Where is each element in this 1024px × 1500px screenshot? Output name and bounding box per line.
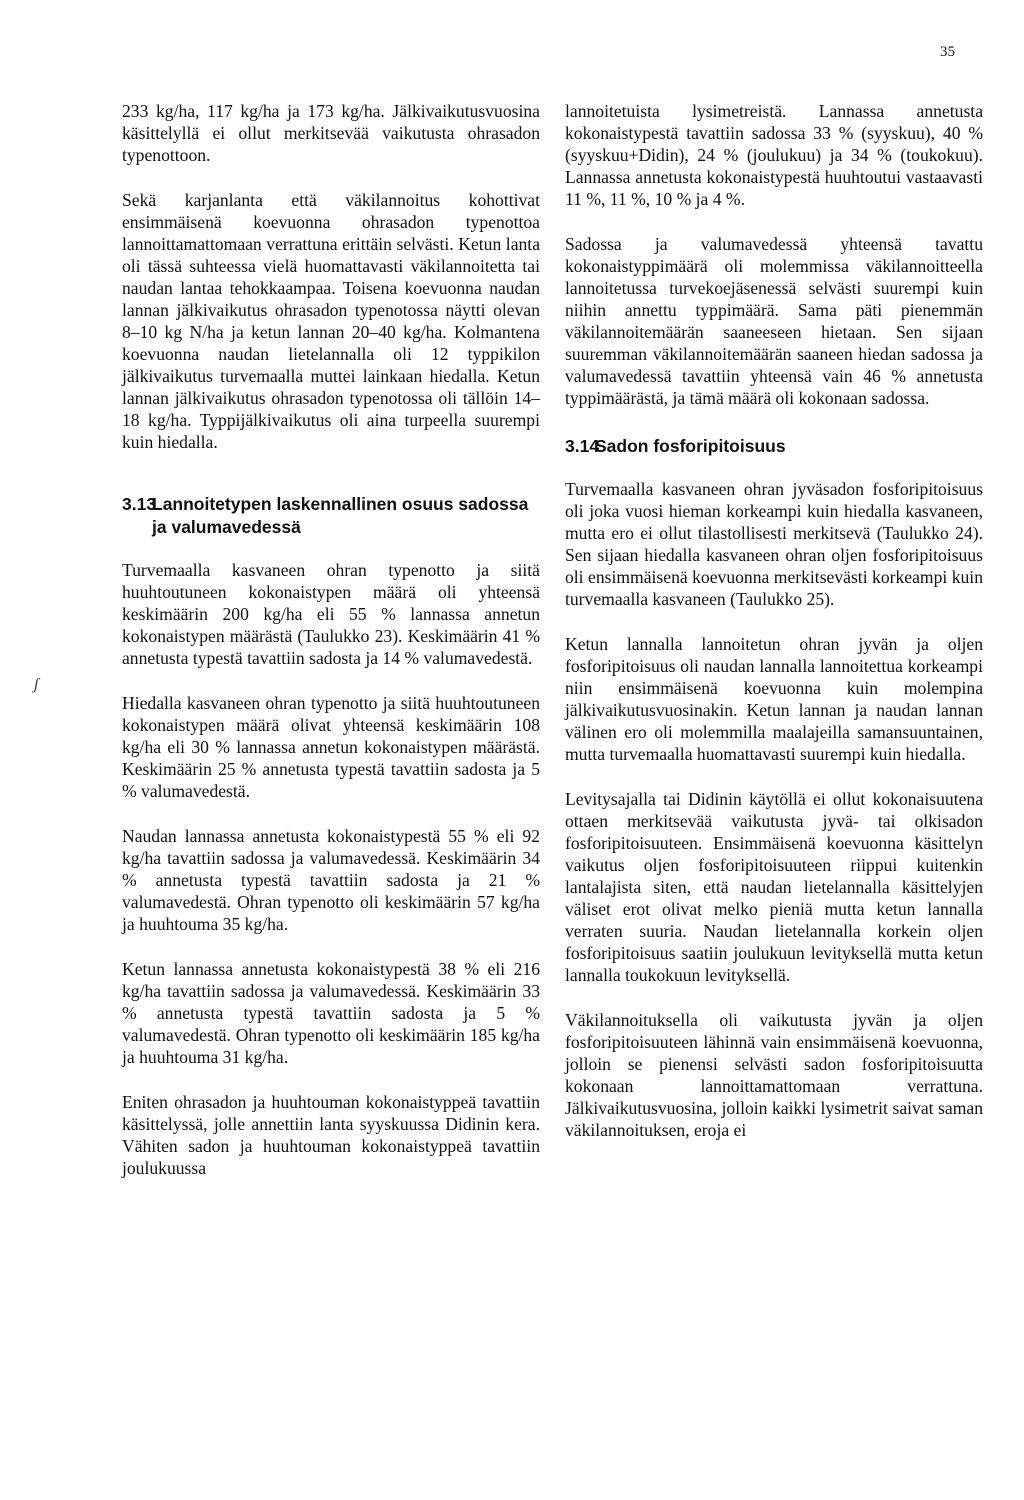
section-heading-3-13: [122, 493, 540, 539]
right-paragraph-3: Turvemaalla kasvaneen ohran jyväsadon fosforipitoisuus oli joka vuosi hieman korkeampi kuin hiedalla kasvaneen, mutta ero ei ollut tilastollisesti merkitsevä (Taulukko 24). Sen sijaan hiedalla kasvaneen ohran oljen fosforipitoisuus oli ensimmäisenä koevuonna merkitsevästi korkeampi kuin turvemaalla kasvaneen (Taulukko 25).: [565, 479, 983, 609]
right-paragraph-5: Levitysajalla tai Didinin käytöllä ei ollut kokonaisuutena ottaen merkitsevää vaikutusta jyvä- tai olkisadon fosforipitoisuuteen. Ensimmäisenä koevuonna käsittelyn vaikutus oljen fosforipitoisuuteen riippui kuitenkin lantalajista siten, että naudan lietelannalla käsittelyjen väliset erot olivat melko pieniä mutta ketun lannalla verraten suuria. Naudan lietelannalla korkein oljen fosforipitoisuus saatiin joulukuun levityksellä mutta ketun lannalla toukokuun levityksellä.: [565, 789, 983, 985]
right-paragraph-2: Sadossa ja valumavedessä yhteensä tavattu kokonaistyppimäärä oli molemmissa väkilannoitteella lannoitetussa turvekoejäsenessä selvästi suurempi kuin niihin annettu typpimäärä. Sama päti pienemmän väkilannoitemäärän saaneeseen hietaan. Sen sijaan suuremman väkilannoitemäärän saaneen hiedan sadossa ja valumavedessä tavattiin yhteensä vain 46 % annetusta typpimäärästä, ja tämä määrä oli kokonaan sadossa.: [565, 234, 983, 408]
left-paragraph-7: Eniten ohrasadon ja huuhtouman kokonaistyppeä tavattiin käsittelyssä, jolle annettiin lanta syyskuussa Didinin kera. Vähiten sadon ja huuhtouman kokonaistyppeä tavattiin joulukuussa: [122, 1092, 540, 1178]
right-paragraph-6: Väkilannoituksella oli vaikutusta jyvän ja oljen fosforipitoisuuteen lähinnä vain ensimmäisenä koevuonna, jolloin se pienensi selvästi sadon fosforipitoisuutta kokonaan lannoittamattomaan verrattuna. Jälkivaikutusvuosina, jolloin kaikki lysimetrit saivat saman väkilannoituksen, eroja ei: [565, 1010, 983, 1140]
right-paragraph-1: lannoitetuista lysimetreistä. Lannassa annetusta kokonaistypestä tavattiin sadossa 33 % (syyskuu), 40 % (syyskuu+Didin), 24 % (joulukuu) ja 34 % (toukokuu). Lannassa annetusta kokonaistypestä huuhtoutui vastaavasti 11 %, 11 %, 10 % ja 4 %.: [565, 101, 983, 209]
left-paragraph-3: Turvemaalla kasvaneen ohran typenotto ja siitä huuhtoutuneen kokonaistypen määrä oli yhteensä keskimäärin 200 kg/ha eli 55 % lannassa annetun kokonaistypen määrästä (Taulukko 23). Keskimäärin 41 % annetusta typestä tavattiin sadosta ja 14 % valumavedestä.: [122, 560, 540, 668]
left-paragraph-6: Ketun lannassa annetusta kokonaistypestä 38 % eli 216 kg/ha tavattiin sadossa ja valumavedessä. Keskimäärin 33 % annetusta typestä tavattiin sadosta ja 5 % valumavedestä. Ohran typenotto oli keskimäärin 185 kg/ha ja huuhtouma 31 kg/ha.: [122, 959, 540, 1067]
stray-pencil-mark: ʃ: [34, 676, 39, 693]
section-heading-3-14: [565, 435, 983, 458]
left-paragraph-4: Hiedalla kasvaneen ohran typenotto ja siitä huuhtoutuneen kokonaistypen määrä olivat yhteensä keskimäärin 108 kg/ha eli 30 % lannassa annetun kokonaistypen määrästä. Keskimäärin 25 % annetusta typestä tavattiin sadosta ja 5 % valumavedestä.: [122, 693, 540, 801]
left-paragraph-1: 233 kg/ha, 117 kg/ha ja 173 kg/ha. Jälkivaikutusvuosina käsittelyllä ei ollut merkitsevää vaikutusta ohrasadon typenottoon.: [122, 101, 540, 165]
left-paragraph-2: Sekä karjanlanta että väkilannoitus kohottivat ensimmäisenä koevuonna ohrasadon typenottoa lannoittamattomaan verrattuna erittäin selvästi. Ketun lanta oli tässä suhteessa vielä huomattavasti väkilannoitetta tai naudan lantaa tehokkaampaa. Toisena koevuonna naudan lannan jälkivaikutus ohrasadon typenotossa näytti olevan 8–10 kg N/ha ja ketun lannan 20–40 kg/ha. Kolmantena koevuonna naudan lietelannalla oli 12 typpikilon jälkivaikutus turvemaalla muttei lainkaan hiedalla. Ketun lannan jälkivaikutus ohrasadon typenotossa oli tällöin 14–18 kg/ha. Typpijälkivaikutus oli aina turpeella suurempi kuin hiedalla.: [122, 190, 540, 452]
page-number: 35: [940, 44, 955, 60]
right-paragraph-4: Ketun lannalla lannoitetun ohran jyvän ja oljen fosforipitoisuus oli naudan lannalla lannoitettua korkeampi niin ensimmäisenä koevuonna kuin molempina jälkivaikutusvuosinakin. Ketun lannan ja naudan lannan välinen ero oli molemmilla maalajeilla samansuuntainen, mutta turvemaalla huomattavasti suurempi kuin hiedalla.: [565, 634, 983, 764]
left-column: [122, 100, 540, 1202]
section-number: 3.13: [122, 494, 157, 514]
right-column: [565, 100, 983, 1164]
left-paragraph-5: Naudan lannassa annetusta kokonaistypestä 55 % eli 92 kg/ha tavattiin sadossa ja valumavedessä. Keskimäärin 34 % annetusta typestä tavattiin sadosta ja 21 % valumavedestä. Ohran typenotto oli keskimäärin 57 kg/ha ja huuhtouma 35 kg/ha.: [122, 826, 540, 934]
section-title: Lannoitetypen laskennallinen osuus sadossa ja valumavedessä: [152, 494, 529, 537]
section-number: 3.14: [565, 436, 600, 456]
section-title: Sadon fosforipitoisuus: [595, 436, 786, 456]
